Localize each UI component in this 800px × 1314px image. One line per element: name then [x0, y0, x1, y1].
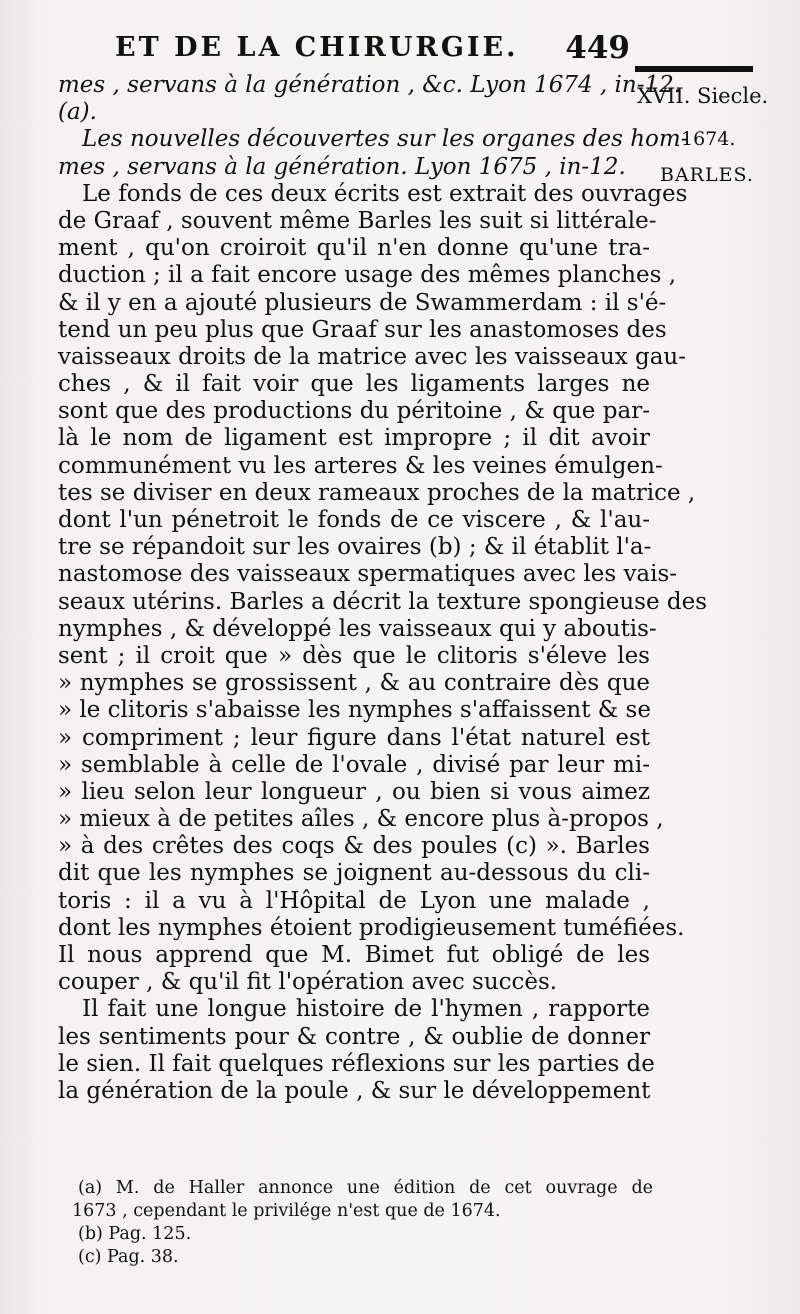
footnote-a: (a) M. de Haller annonce une édition de cet ouvrage de [78, 1178, 653, 1198]
text-line: (a). [58, 99, 97, 126]
margin-year: 1674. [681, 128, 736, 150]
text-line: tre se répandoit sur les ovaires (b) ; & il établit l'a- [58, 534, 652, 561]
text-line: sent ; il croit que » dès que le clitoris s'éleve les [58, 642, 650, 669]
text-line: dit que les nymphes se joignent au-dessous du cli- [58, 860, 650, 887]
text-line: » compriment ; leur figure dans l'état naturel est [58, 724, 650, 751]
text-line: tend un peu plus que Graaf sur les anastomoses des [58, 316, 667, 343]
text-line: dont les nymphes étoient prodigieusement tuméfiées. [58, 914, 685, 941]
text-line: toris : il a vu à l'Hôpital de Lyon une malade , [58, 887, 650, 914]
footnote-c: (c) Pag. 38. [78, 1247, 179, 1267]
footnotes [72, 1177, 653, 1269]
footnote-b: (b) Pag. 125. [78, 1224, 192, 1244]
text-line: » nymphes se grossissent , & au contraire dès que [58, 670, 650, 697]
text-line: & il y en a ajouté plusieurs de Swammerdam : il s'é- [58, 289, 667, 316]
text-line: » semblable à celle de l'ovale , divisé par leur mi- [58, 751, 650, 778]
text-line: la génération de la poule , & sur le développement [58, 1077, 651, 1104]
text-line: sont que des productions du péritoine , & que par- [58, 398, 650, 425]
page-header [60, 30, 640, 70]
text-line: ment , qu'on croiroit qu'il n'en donne qu'une tra- [58, 235, 650, 262]
page-number: 449 [565, 30, 630, 66]
text-line: Il nous apprend que M. Bimet fut obligé de les [58, 942, 650, 968]
text-line: duction ; il a fait encore usage des mêmes planches , [58, 262, 677, 289]
text-line: le sien. Il fait quelques réflexions sur les parties de [58, 1050, 655, 1077]
footnote-a-continued: 1673 , cependant le privilége n'est que de 1674. [72, 1201, 501, 1221]
text-line: » à des crêtes des coqs & des poules (c) ». Barles [58, 833, 650, 860]
text-line: » le clitoris s'abaisse les nymphes s'affaissent & se [58, 697, 651, 724]
text-line: ches , & il fait voir que les ligaments larges ne [58, 371, 650, 398]
text-line: communément vu les arteres & les veines émulgen- [58, 452, 663, 479]
margin-author: BARLES. [660, 164, 754, 186]
text-line: couper , & qu'il fit l'opération avec succès. [58, 969, 558, 996]
margin-century: XVII. Siecle. [637, 84, 769, 108]
text-line: de Graaf , souvent même Barles les suit si littérale- [58, 207, 657, 234]
text-line: mes , servans à la génération. Lyon 1675 , in-12. [58, 153, 626, 180]
text-line: Le fonds de ces deux écrits est extrait des ouvrages [82, 180, 688, 207]
text-line: nymphes , & développé les vaisseaux qui y aboutis- [58, 615, 657, 642]
text-line: Il fait une longue histoire de l'hymen , rapporte [82, 996, 650, 1023]
text-line: dont l'un pénetroit le fonds de ce viscere , & l'au- [58, 507, 650, 533]
text-line: » lieu selon leur longueur , ou bien si vous aimez [58, 778, 650, 805]
text-line: les sentiments pour & contre , & oublie de donner [58, 1023, 650, 1050]
text-line: nastomose des vaisseaux spermatiques avec les vais- [58, 561, 678, 588]
running-head: ET DE LA CHIRURGIE. [115, 32, 519, 63]
text-line: tes se diviser en deux rameaux proches de la matrice , [58, 479, 696, 506]
text-line: seaux utérins. Barles a décrit la texture spongieuse des [58, 588, 708, 615]
text-line: » mieux à de petites aîles , & encore plus à-propos , [58, 806, 664, 833]
text-line: là le nom de ligament est impropre ; il dit avoir [58, 425, 650, 452]
text-line: mes , servans à la génération , &c. Lyon 1674 , in-12. [58, 72, 682, 98]
text-line: Les nouvelles découvertes sur les organes des hom- [82, 126, 689, 153]
text-line: vaisseaux droits de la matrice avec les vaisseaux gau- [58, 343, 687, 370]
